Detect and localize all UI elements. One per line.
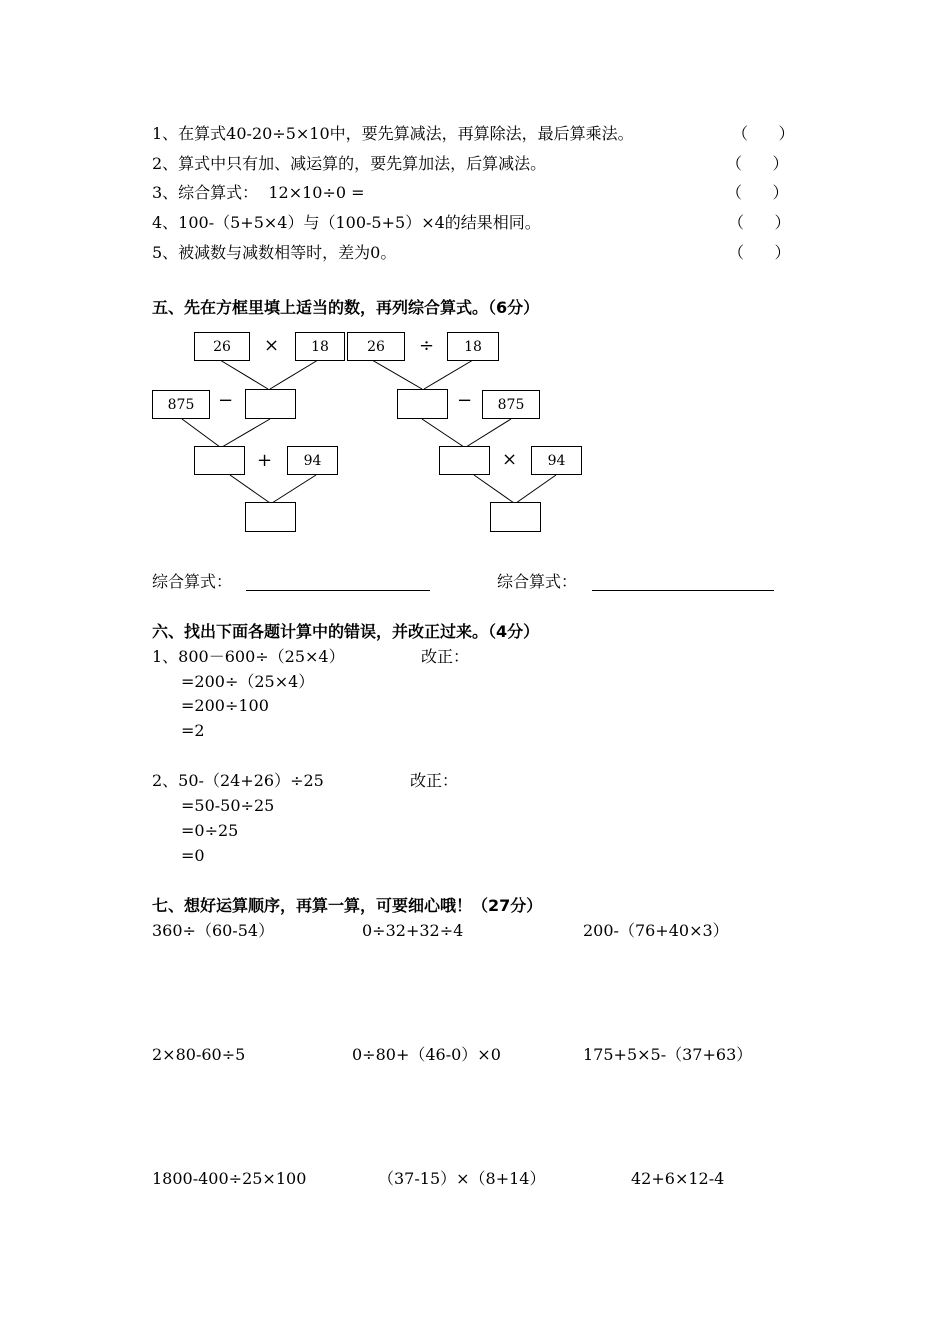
problem-2-line-1: 2、50-（24+26）÷25 — [152, 771, 324, 790]
judgement-item-5: 5、被减数与减数相等时，差为0。 — [152, 243, 397, 262]
box-left-mid-a[interactable]: 875 — [152, 390, 210, 419]
correct-label-1: 改正： — [421, 647, 470, 666]
calc-problem: 200-（76+40×3） — [583, 921, 729, 940]
judgement-item-1: 1、在算式40-20÷5×10中，要先算减法，再算除法，最后算乘法。 — [152, 124, 634, 143]
box-right-result[interactable] — [490, 502, 541, 532]
answer-paren-3[interactable]: （ ） — [726, 183, 789, 202]
problem-1-line-2: =200÷（25×4） — [181, 672, 315, 691]
formula-answer-line-right[interactable] — [592, 590, 774, 591]
box-right-top-a[interactable]: 26 — [347, 332, 405, 361]
box-left-mid-b[interactable] — [245, 389, 296, 419]
calc-problem: 360÷（60-54） — [152, 921, 275, 940]
judgement-item-2: 2、算式中只有加、减运算的，要先算加法，后算减法。 — [152, 154, 547, 173]
multiply-sign: × — [502, 449, 518, 470]
answer-paren-5[interactable]: （ ） — [728, 243, 791, 262]
calc-problem: （37-15）×（8+14） — [378, 1169, 546, 1188]
judgement-item-3: 3、综合算式： 12×10÷0 = — [152, 183, 365, 202]
formula-answer-line-left[interactable] — [246, 590, 430, 591]
calc-problem: 42+6×12-4 — [631, 1169, 725, 1188]
correct-label-2: 改正： — [410, 771, 459, 790]
calc-problem: 175+5×5-（37+63） — [583, 1045, 753, 1064]
minus-sign: − — [457, 390, 473, 411]
judgement-item-4: 4、100-（5+5×4）与（100-5+5）×4的结果相同。 — [152, 213, 541, 232]
box-left-top-a[interactable]: 26 — [194, 332, 250, 361]
problem-2-line-3: =0÷25 — [181, 821, 239, 840]
multiply-sign: × — [264, 335, 280, 356]
section5-title: 五、先在方框里填上适当的数，再列综合算式。（6分） — [152, 298, 540, 317]
box-right-top-b[interactable]: 18 — [447, 332, 499, 361]
problem-2-line-4: =0 — [181, 846, 205, 865]
answer-paren-2[interactable]: （ ） — [726, 154, 789, 173]
section7-title: 七、想好运算顺序，再算一算，可要细心哦！（27分） — [152, 896, 543, 915]
problem-1-line-3: =200÷100 — [181, 696, 269, 715]
divide-sign: ÷ — [419, 335, 435, 356]
box-right-low-a[interactable] — [439, 446, 490, 475]
plus-sign: + — [257, 450, 273, 471]
minus-sign: − — [218, 390, 234, 411]
box-left-low-b[interactable]: 94 — [287, 446, 338, 475]
problem-1-line-1: 1、800－600÷（25×4） — [152, 647, 345, 666]
box-left-low-a[interactable] — [194, 446, 245, 475]
box-left-top-b[interactable]: 18 — [295, 332, 345, 361]
calc-problem: 0÷32+32÷4 — [362, 921, 464, 940]
calc-problem: 1800-400÷25×100 — [152, 1169, 307, 1188]
box-right-mid-a[interactable] — [397, 389, 448, 419]
box-left-result[interactable] — [245, 502, 296, 532]
box-right-mid-b[interactable]: 875 — [482, 390, 540, 419]
problem-1-line-4: =2 — [181, 721, 205, 740]
formula-label-left: 综合算式： — [152, 572, 233, 591]
calc-problem: 2×80-60÷5 — [152, 1045, 246, 1064]
section6-title: 六、找出下面各题计算中的错误，并改正过来。（4分） — [152, 622, 540, 641]
calc-problem: 0÷80+（46-0）×0 — [352, 1045, 501, 1064]
answer-paren-4[interactable]: （ ） — [728, 213, 791, 232]
problem-2-line-2: =50-50÷25 — [181, 796, 275, 815]
formula-label-right: 综合算式： — [497, 572, 578, 591]
answer-paren-1[interactable]: （ ） — [732, 124, 795, 143]
box-right-low-b[interactable]: 94 — [531, 446, 582, 475]
